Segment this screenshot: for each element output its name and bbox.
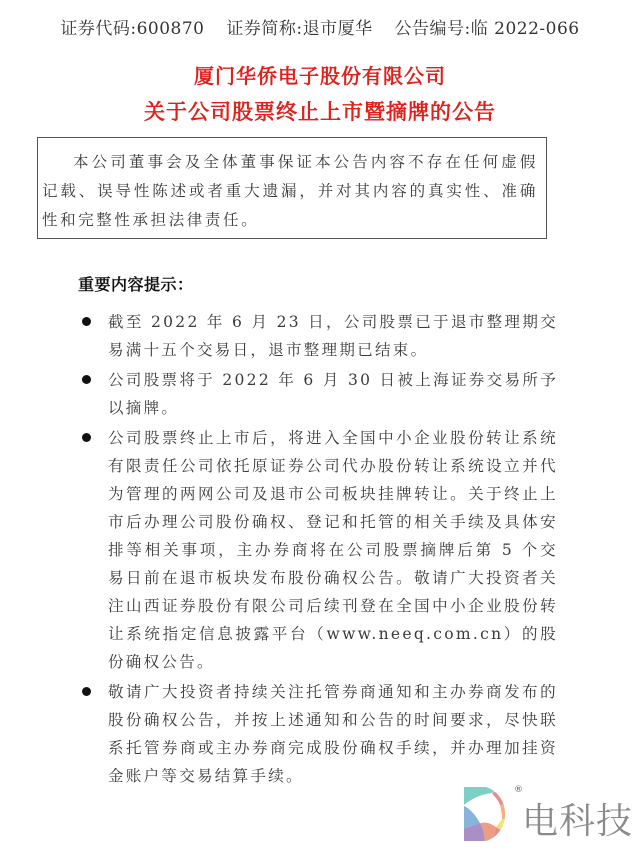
stock-code: 证券代码:600870	[60, 19, 205, 39]
d-logo-icon	[462, 785, 514, 843]
stock-name: 证券简称:退市厦华	[226, 19, 373, 39]
notice-text: 本公司董事会及全体董事保证本公告内容不存在任何虚假记载、误导性陈述或者重大遗漏，并对其内容的真实性、准确性和完整性承担法律责任。	[42, 153, 538, 229]
key-points-heading: 重要内容提示：	[78, 275, 194, 294]
watermark-logo	[462, 785, 637, 847]
board-guarantee-notice	[37, 137, 547, 239]
list-item	[78, 678, 558, 790]
brand-text: 电科技	[522, 801, 634, 842]
announcement-title: 关于公司股票终止上市暨摘牌的公告	[144, 100, 496, 124]
key-points-list	[78, 308, 558, 792]
bullet-icon	[82, 687, 91, 696]
list-item-text: 截至 2022 年 6 月 23 日，公司股票已于退市整理期交易满十五个交易日，退市整理期已结束。	[108, 313, 558, 359]
bullet-icon	[82, 433, 91, 442]
bullet-icon	[82, 317, 91, 326]
registered-mark: ®	[514, 785, 523, 795]
list-item-text: 公司股票将于 2022 年 6 月 30 日被上海证券交易所予以摘牌。	[108, 371, 558, 417]
announcement-header	[0, 14, 640, 39]
list-item	[78, 366, 558, 422]
list-item	[78, 424, 558, 676]
list-item-text: 公司股票终止上市后，将进入全国中小企业股份转让系统有限责任公司依托原证券公司代办股份转让系统设立并代为管理的两网公司及退市公司板块挂牌转让。关于终止上市后办理公司股份确权、登记和托管的相关手续及具体安排等相关事项，主办券商将在公司股票摘牌后第 5 个交易日前在退市板块发布股份确权公告。敬请广大投资者关注山西证券股份有限公司后续刊登在全国中小企业股份转让系统指定信息披露平台（www.neeq.com.cn）的股份确权公告。	[108, 429, 558, 671]
company-title: 厦门华侨电子股份有限公司	[194, 64, 446, 88]
bullet-icon	[82, 375, 91, 384]
list-item	[78, 308, 558, 364]
announcement-number: 公告编号:临 2022-066	[394, 19, 580, 39]
list-item-text: 敬请广大投资者持续关注托管券商通知和主办券商发布的股份确权公告，并按上述通知和公告的时间要求，尽快联系托管券商或主办券商完成股份确权手续，并办理加挂资金账户等交易结算手续。	[108, 683, 558, 785]
